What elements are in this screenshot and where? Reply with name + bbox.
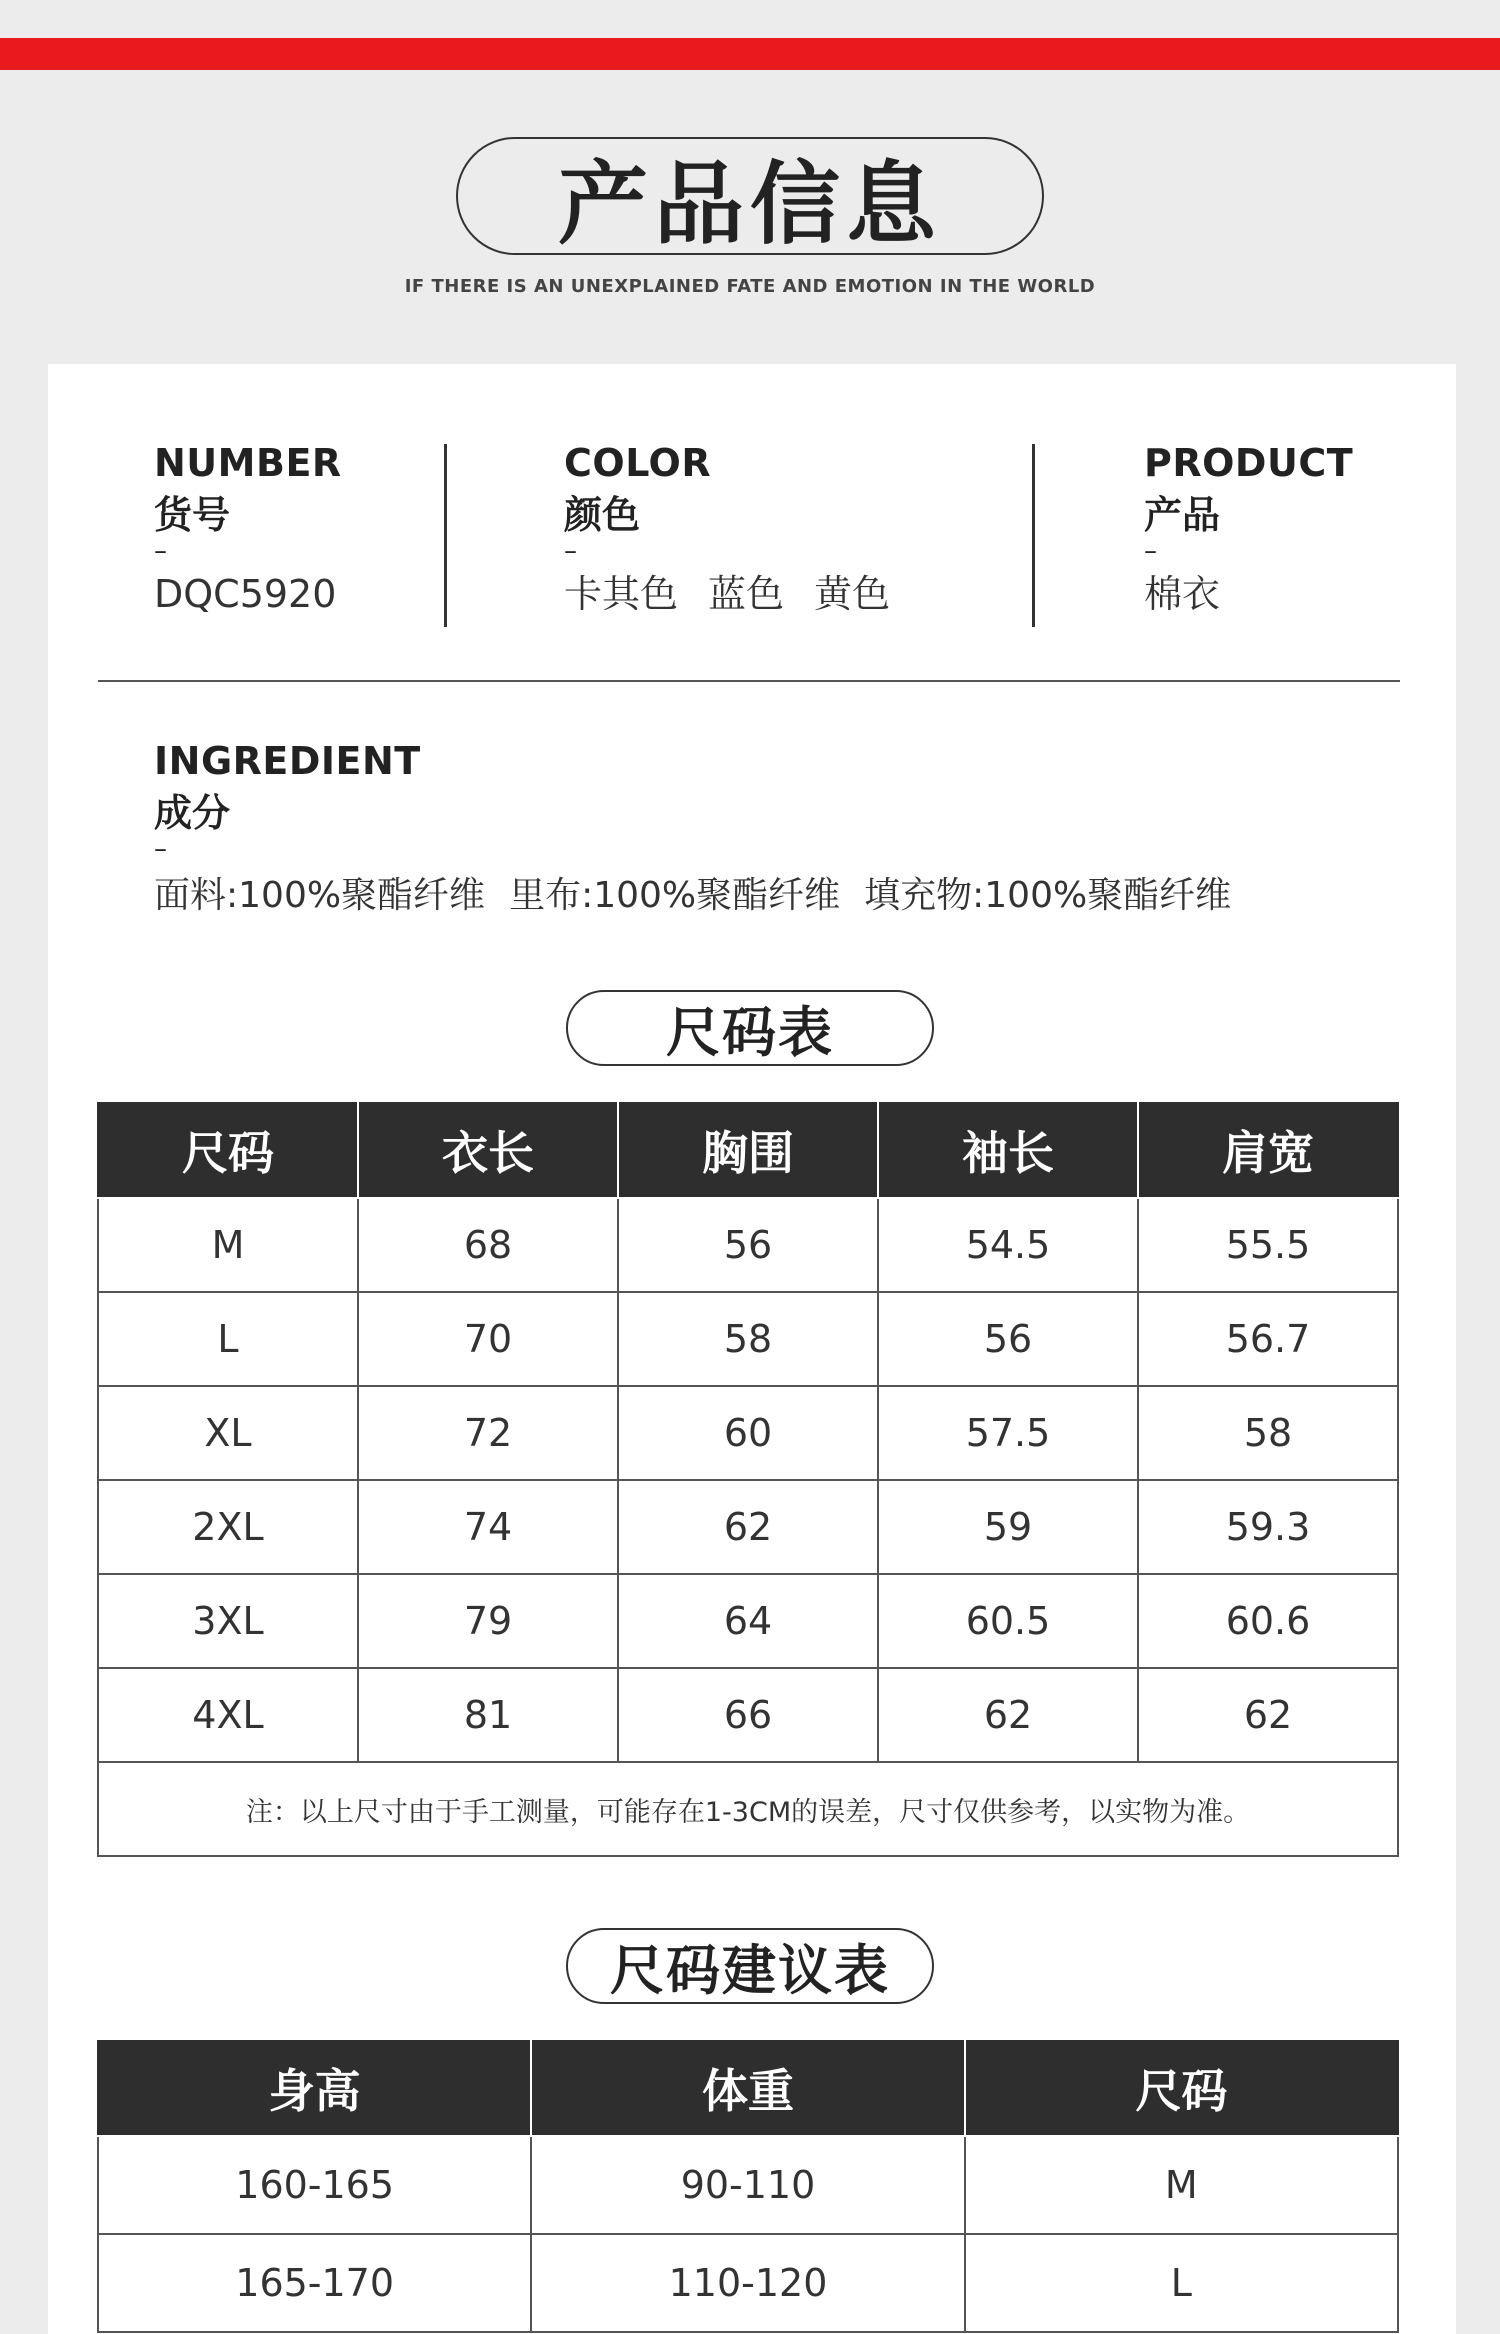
ingredient-block	[154, 739, 1232, 916]
table-cell: 56	[878, 1292, 1138, 1386]
table-cell: 60	[618, 1386, 878, 1480]
color-value: 蓝色	[708, 572, 785, 616]
color-value: 黄色	[814, 572, 891, 616]
table-cell: 90-110	[531, 2136, 964, 2234]
size-table-header: 胸围	[618, 1102, 878, 1198]
ingredient-value: 里布:100%聚酯纤维	[509, 875, 841, 916]
color-label-cn: 颜色	[564, 493, 641, 537]
table-row	[98, 1574, 1398, 1668]
ingredient-dash: –	[154, 834, 167, 864]
table-cell: 60.5	[878, 1574, 1138, 1668]
number-dash: –	[154, 536, 167, 566]
table-row	[98, 2234, 1398, 2332]
table-cell: M	[965, 2136, 1398, 2234]
size-table-header: 衣长	[358, 1102, 618, 1198]
table-cell: XL	[98, 1386, 358, 1480]
product-value: 棉衣	[1144, 572, 1221, 616]
product-info-title: 产品信息	[456, 137, 1044, 255]
table-cell: 62	[618, 1480, 878, 1574]
table-cell: 70	[358, 1292, 618, 1386]
color-values	[564, 574, 890, 616]
ingredient-value: 面料:100%聚酯纤维	[154, 875, 486, 916]
table-cell: L	[98, 1292, 358, 1386]
table-cell: 165-170	[98, 2234, 531, 2332]
table-row	[98, 1198, 1398, 1292]
table-cell: 58	[618, 1292, 878, 1386]
size-table	[97, 1102, 1399, 1857]
table-cell: 72	[358, 1386, 618, 1480]
table-cell: 62	[1138, 1668, 1398, 1762]
size-recommend-table	[97, 2040, 1399, 2333]
table-cell: 160-165	[98, 2136, 531, 2234]
table-note-row	[98, 1762, 1398, 1856]
table-cell: 55.5	[1138, 1198, 1398, 1292]
table-cell: 110-120	[531, 2234, 964, 2332]
info-card	[48, 364, 1456, 2334]
color-label-en: COLOR	[564, 441, 712, 485]
ingredient-values	[154, 876, 1231, 916]
table-row	[98, 1668, 1398, 1762]
table-row	[98, 1386, 1398, 1480]
size-table-note: 注：以上尺寸由于手工测量，可能存在1-3CM的误差，尺寸仅供参考，以实物为准。	[98, 1762, 1398, 1856]
size-recommend-title: 尺码建议表	[566, 1928, 934, 2004]
size-table-header: 肩宽	[1138, 1102, 1398, 1198]
table-cell: M	[98, 1198, 358, 1292]
color-value: 卡其色	[564, 572, 679, 616]
recommend-table-header: 身高	[98, 2040, 531, 2136]
table-cell: 54.5	[878, 1198, 1138, 1292]
product-label-en: PRODUCT	[1144, 441, 1354, 485]
table-cell: 74	[358, 1480, 618, 1574]
product-dash: –	[1144, 536, 1157, 566]
table-cell: 59.3	[1138, 1480, 1398, 1574]
ingredient-value: 填充物:100%聚酯纤维	[864, 875, 1232, 916]
divider-vertical-1	[444, 444, 447, 627]
divider-horizontal	[98, 680, 1400, 682]
table-cell: 57.5	[878, 1386, 1138, 1480]
top-accent-bar	[0, 38, 1500, 70]
ingredient-label-en: INGREDIENT	[154, 739, 421, 783]
recommend-table-header: 尺码	[965, 2040, 1398, 2136]
recommend-table-header-row	[98, 2040, 1398, 2136]
size-table-title: 尺码表	[566, 990, 934, 1066]
table-row	[98, 1480, 1398, 1574]
ingredient-label-cn: 成分	[154, 791, 231, 835]
product-label-cn: 产品	[1144, 493, 1221, 537]
table-cell: 64	[618, 1574, 878, 1668]
number-label-cn: 货号	[154, 493, 231, 537]
number-label-en: NUMBER	[154, 441, 342, 485]
table-cell: 56.7	[1138, 1292, 1398, 1386]
table-cell: 79	[358, 1574, 618, 1668]
number-block	[154, 441, 342, 616]
table-cell: 66	[618, 1668, 878, 1762]
table-cell: 2XL	[98, 1480, 358, 1574]
table-cell: 3XL	[98, 1574, 358, 1668]
table-cell: 62	[878, 1668, 1138, 1762]
product-block	[1144, 441, 1354, 616]
color-dash: –	[564, 536, 577, 566]
table-cell: 56	[618, 1198, 878, 1292]
color-block	[564, 441, 891, 616]
table-cell: 60.6	[1138, 1574, 1398, 1668]
table-cell: 4XL	[98, 1668, 358, 1762]
recommend-table-header: 体重	[531, 2040, 964, 2136]
table-cell: 58	[1138, 1386, 1398, 1480]
size-table-header: 尺码	[98, 1102, 358, 1198]
tagline: IF THERE IS AN UNEXPLAINED FATE AND EMOTION IN THE WORLD	[404, 276, 1096, 297]
size-table-header: 袖长	[878, 1102, 1138, 1198]
table-row	[98, 1292, 1398, 1386]
table-cell: 59	[878, 1480, 1138, 1574]
divider-vertical-2	[1032, 444, 1035, 627]
size-table-header-row	[98, 1102, 1398, 1198]
table-cell: 68	[358, 1198, 618, 1292]
number-value: DQC5920	[154, 572, 337, 616]
table-cell: L	[965, 2234, 1398, 2332]
table-row	[98, 2136, 1398, 2234]
table-cell: 81	[358, 1668, 618, 1762]
